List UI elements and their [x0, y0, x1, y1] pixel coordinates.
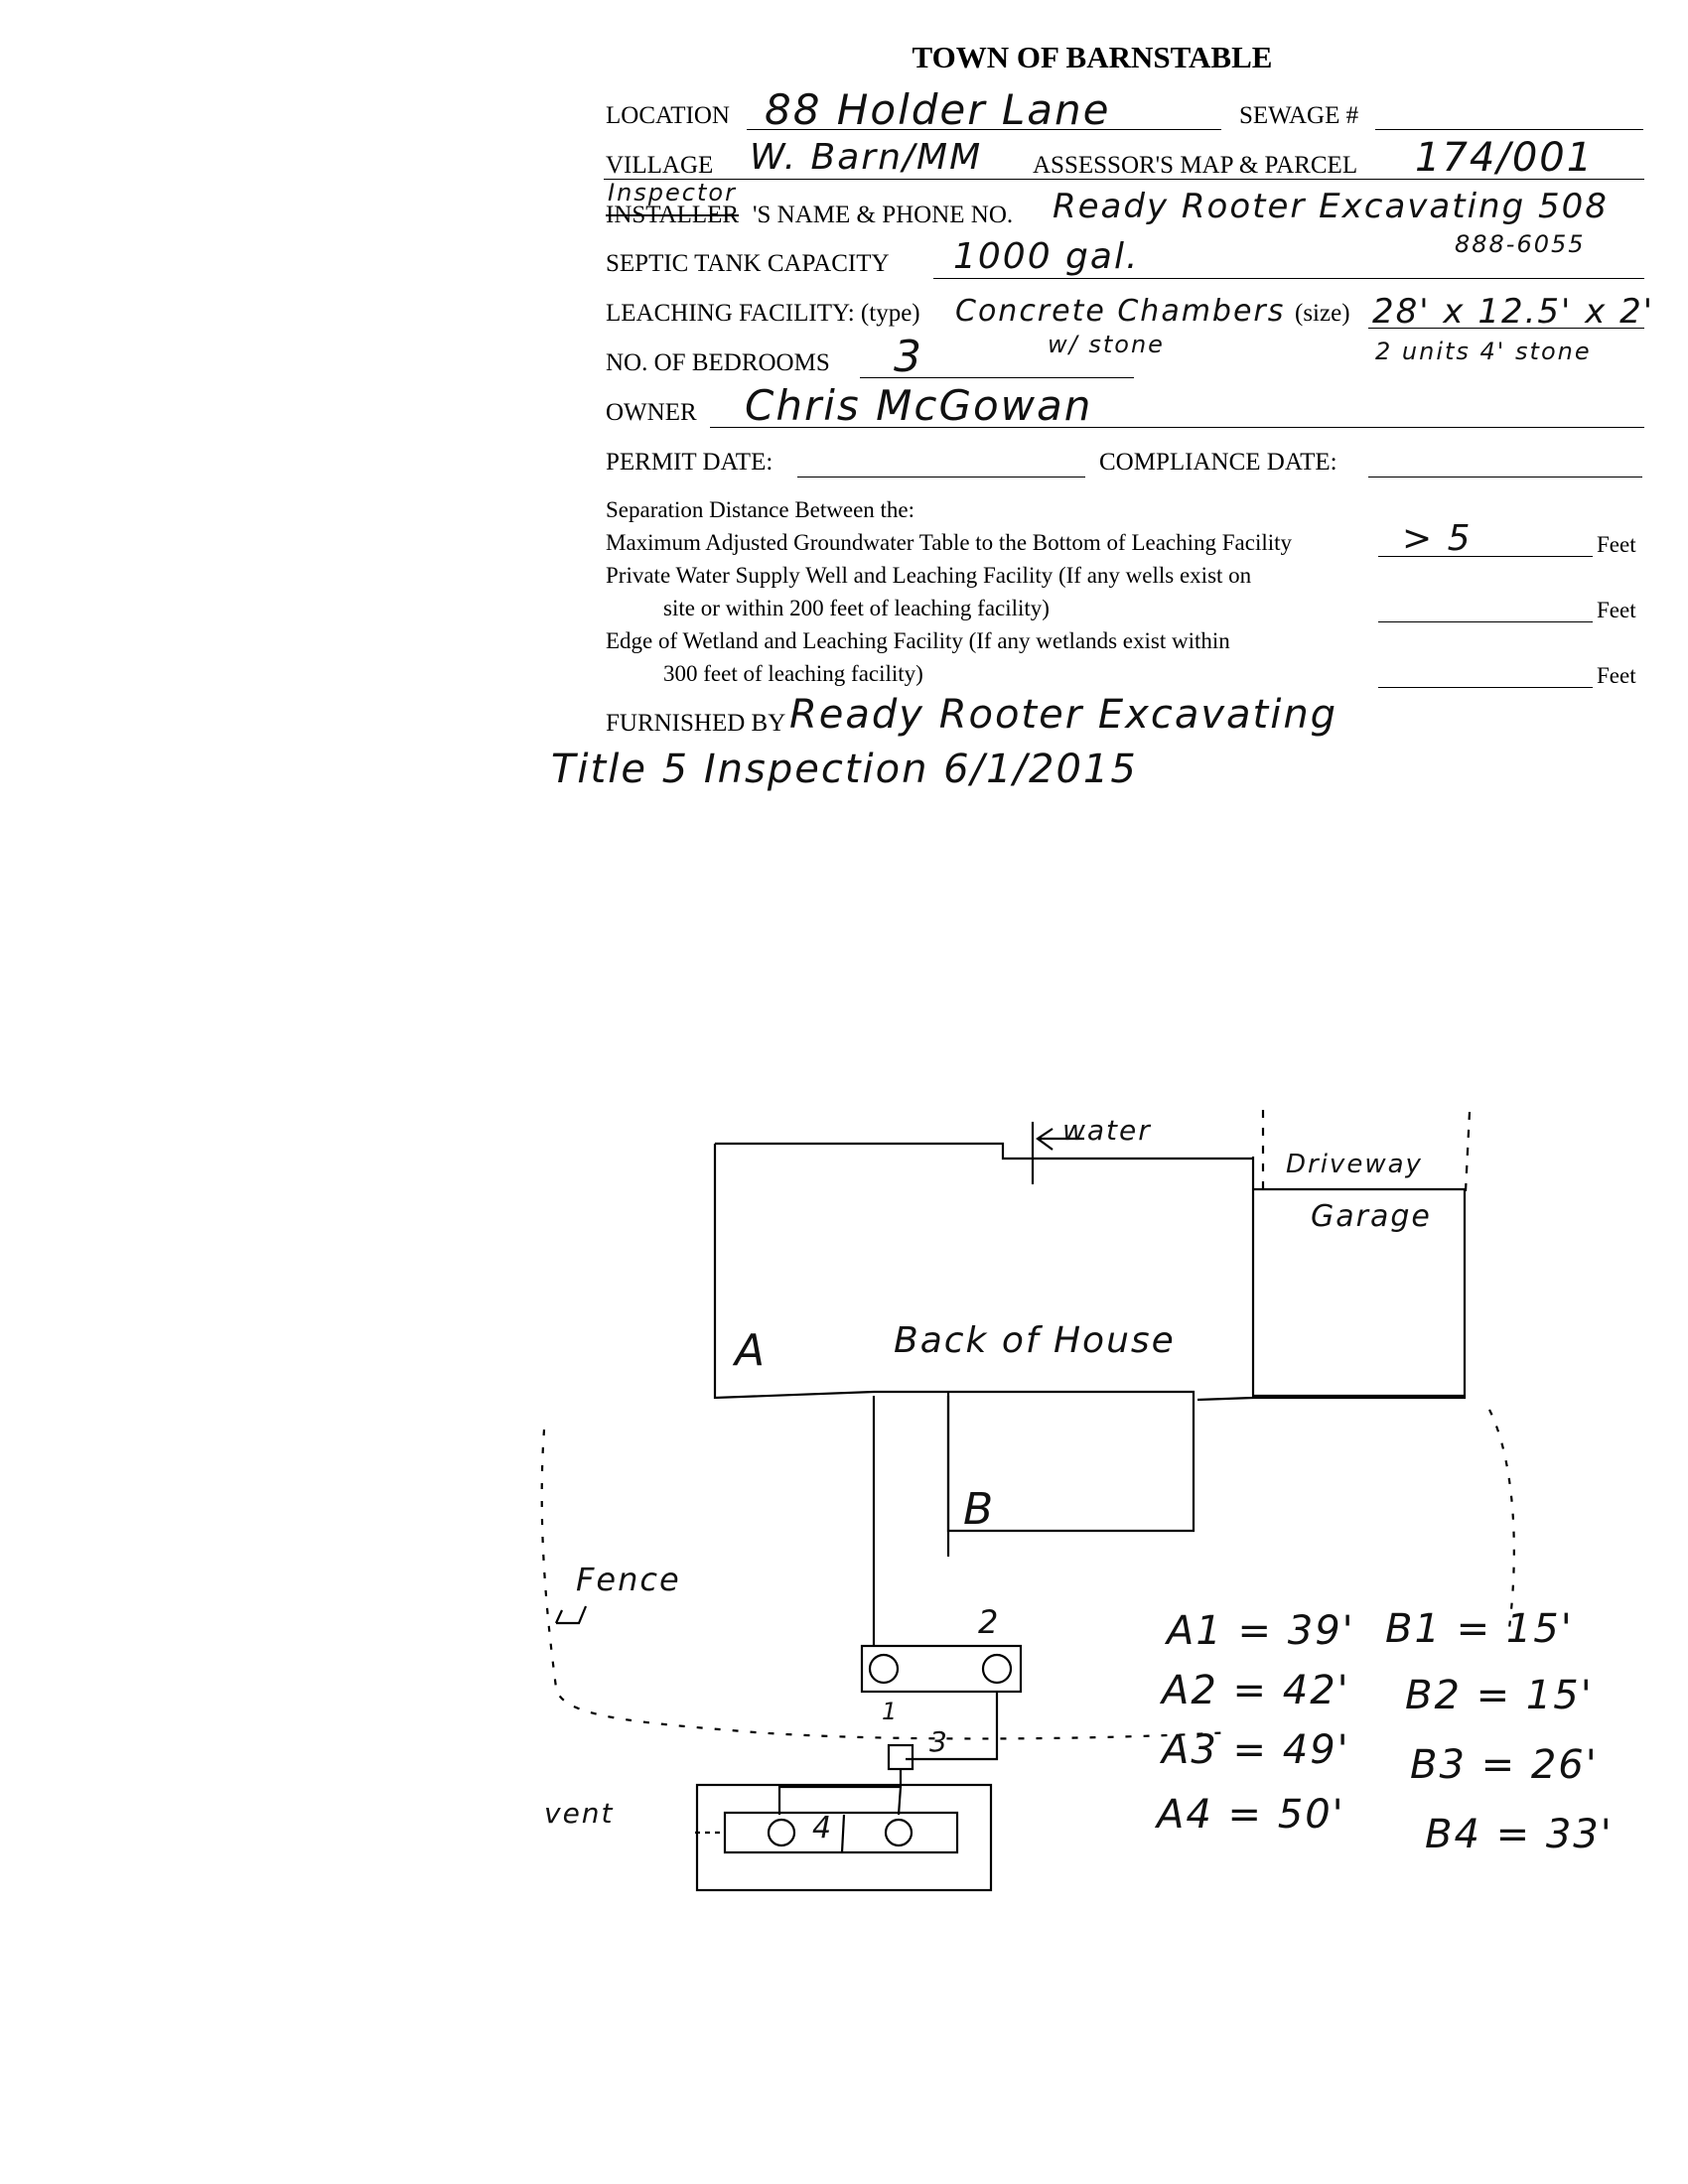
village-value: W. Barn/MM [750, 137, 983, 178]
fence-line [542, 1410, 1514, 1738]
leaching-type: Concrete Chambers [955, 294, 1286, 329]
vent-label: vent [544, 1797, 615, 1830]
separation-row3-label-b: 300 feet of leaching facility) [663, 661, 923, 686]
leaching-type-note: w/ stone [1048, 331, 1165, 358]
leaching-field-outer [697, 1785, 991, 1890]
bedrooms-value: 3 [894, 332, 923, 382]
field-port-2 [886, 1820, 912, 1845]
installer-note: Inspector [608, 179, 737, 206]
tank-inlet [870, 1655, 898, 1683]
separation-heading: Separation Distance Between the: [606, 497, 915, 522]
furnished-value: Ready Rooter Excavating [789, 692, 1338, 738]
separation-row2-label-a: Private Water Supply Well and Leaching Facility (If any wells exist on [606, 563, 1252, 588]
installer-phone: 888-6055 [1455, 230, 1586, 258]
measure-a2: A2 = 42' [1162, 1668, 1350, 1713]
tank-label: SEPTIC TANK CAPACITY [606, 250, 890, 277]
separation-row1-label: Maximum Adjusted Groundwater Table to the Bottom of Leaching Facility [606, 530, 1293, 555]
water-label: water [1062, 1114, 1152, 1147]
separation-row1-unit: Feet [1597, 532, 1636, 557]
measure-a1: A1 = 39' [1167, 1608, 1355, 1654]
page-title: TOWN OF BARNSTABLE [912, 40, 1273, 74]
inspection-note: Title 5 Inspection 6/1/2015 [551, 747, 1138, 792]
leaching-field-inner [725, 1813, 957, 1852]
fence-label: Fence [576, 1561, 681, 1598]
driveway-label: Driveway [1286, 1150, 1423, 1179]
village-label: VILLAGE [606, 152, 714, 179]
dbox-number-2: 3 [929, 1725, 949, 1758]
distribution-box [889, 1745, 913, 1769]
leaching-label: LEACHING FACILITY: (type) [606, 300, 920, 327]
dbox-lines [779, 1769, 901, 1815]
parcel-value: 174/001 [1415, 135, 1595, 181]
tank-value: 1000 gal. [953, 236, 1140, 277]
house-label: Back of House [894, 1320, 1176, 1361]
measure-b4: B4 = 33' [1425, 1812, 1614, 1857]
owner-value: Chris McGowan [745, 381, 1093, 430]
installer-struck: INSTALLER [606, 202, 740, 228]
leaching-size: 28' x 12.5' x 2' [1372, 292, 1655, 332]
size-label: (size) [1295, 300, 1350, 327]
measure-b3: B3 = 26' [1410, 1742, 1599, 1788]
installer-value: Ready Rooter Excavating 508 [1053, 187, 1609, 226]
house-top [715, 1144, 1253, 1159]
separation-row3-unit: Feet [1597, 663, 1636, 688]
compliance-label: COMPLIANCE DATE: [1099, 449, 1337, 476]
fence-arrow [556, 1606, 586, 1623]
installer-label: 'S NAME & PHONE NO. [753, 202, 1014, 228]
bedrooms-label: NO. OF BEDROOMS [606, 349, 830, 376]
point-b-label: B [963, 1484, 996, 1535]
location-label: LOCATION [606, 102, 730, 129]
field-divider [842, 1815, 844, 1852]
sewage-label: SEWAGE # [1239, 102, 1359, 129]
tank-number: 2 [978, 1603, 1001, 1641]
tank-outlet [983, 1655, 1011, 1683]
sewer-pipe [874, 1396, 948, 1646]
measure-b2: B2 = 15' [1405, 1673, 1594, 1718]
septic-tank [862, 1646, 1021, 1692]
measure-a3: A3 = 49' [1162, 1727, 1350, 1773]
furnished-label: FURNISHED BY [606, 710, 786, 737]
field-port-1 [769, 1820, 794, 1845]
separation-row2-label-b: site or within 200 feet of leaching facility) [663, 596, 1050, 620]
field-number: 4 [812, 1811, 834, 1845]
location-value: 88 Holder Lane [765, 85, 1111, 134]
measure-a4: A4 = 50' [1157, 1792, 1345, 1838]
parcel-label: ASSESSOR'S MAP & PARCEL [1033, 152, 1358, 179]
garage-label: Garage [1311, 1199, 1432, 1234]
owner-label: OWNER [606, 399, 697, 426]
separation-row3-label-a: Edge of Wetland and Leaching Facility (If any wetlands exist within [606, 628, 1230, 653]
measure-b1: B1 = 15' [1385, 1606, 1574, 1652]
tank-outlet-pipe [906, 1692, 997, 1759]
point-a-label: A [735, 1325, 768, 1376]
permit-label: PERMIT DATE: [606, 449, 774, 476]
separation-row2-unit: Feet [1597, 598, 1636, 622]
leaching-size-note: 2 units 4' stone [1375, 338, 1592, 365]
garage-outline [1197, 1157, 1465, 1400]
separation-row1-value: > 5 [1402, 518, 1473, 559]
dbox-number: 1 [882, 1698, 900, 1725]
